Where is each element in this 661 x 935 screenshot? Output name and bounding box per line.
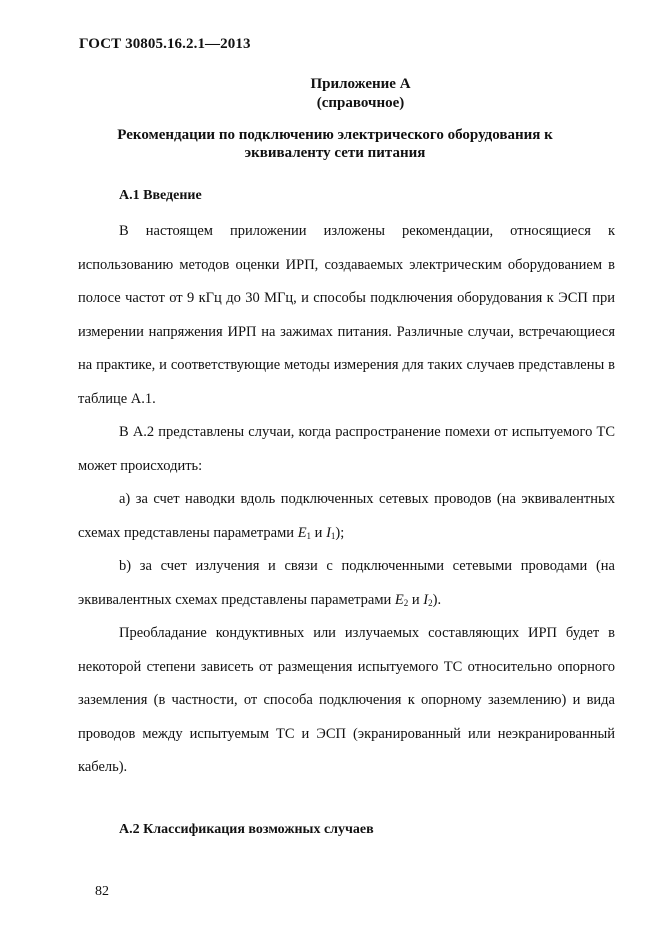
recommendations-title: Рекомендации по подключению электрического оборудования к эквиваленту сети питания	[117, 127, 553, 161]
page-number: 82	[95, 884, 109, 899]
item-a-end: );	[335, 524, 345, 541]
closing-paragraph: Преобладание кондуктивных или излучаемых составляющих ИРП будет в некоторой степени зависеть от размещения испытуемого ТС относительно опорного заземления (в частности, от способа подключения к опорному заземлению) и вида проводов между испытуемым ТС и ЭСП (экранированный или неэкранированный кабель).	[78, 625, 615, 775]
item-b-e-symbol: E	[394, 591, 404, 608]
item-a-paragraph	[78, 483, 615, 550]
item-a-text: a) за счет наводки вдоль подключенных сетевых проводов (на эквивалентных схемах представлены параметрами	[78, 491, 615, 541]
section-a1-heading: А.1 Введение	[119, 188, 202, 203]
standard-header: ГОСТ 30805.16.2.1—2013	[79, 36, 251, 52]
section-a2-heading: А.2 Классификация возможных случаев	[119, 822, 374, 837]
section-a1-body	[78, 215, 615, 785]
item-b-i-symbol: I	[423, 591, 429, 608]
item-a-and: и	[311, 524, 327, 541]
item-a-i-symbol: I	[326, 524, 331, 541]
item-b-and: и	[408, 591, 424, 608]
item-a-e-symbol: E	[297, 524, 307, 541]
item-a-i-subscript: 1	[330, 530, 336, 541]
appendix-heading	[0, 75, 661, 113]
intro-paragraph: В настоящем приложении изложены рекомендации, относящиеся к использованию методов оценки ИРП, создаваемых электрическим оборудованием в полосе частот от 9 кГц до 30 МГц, и способы подключения оборудования к ЭСП при измерении напряжения ИРП на зажимах питания. Различные случаи, встречающиеся на практике, и соответствующие методы измерения для таких случаев представлены в таблице А.1.	[78, 223, 615, 407]
item-b-end: ).	[432, 591, 442, 608]
spread-cases-paragraph: В А.2 представлены случаи, когда распространение помехи от испытуемого ТС может происходить:	[78, 424, 615, 474]
item-b-e-subscript: 2	[403, 597, 409, 608]
appendix-title: Приложение А	[310, 76, 411, 92]
appendix-subtitle: (справочное)	[316, 95, 405, 111]
item-b-paragraph	[78, 550, 615, 617]
item-a-e-subscript: 1	[306, 530, 312, 541]
item-b-text: b) за счет излучения и связи с подключенными сетевыми проводами (на эквивалентных схемах представлены параметрами	[78, 558, 615, 608]
item-b-i-subscript: 2	[428, 597, 433, 608]
